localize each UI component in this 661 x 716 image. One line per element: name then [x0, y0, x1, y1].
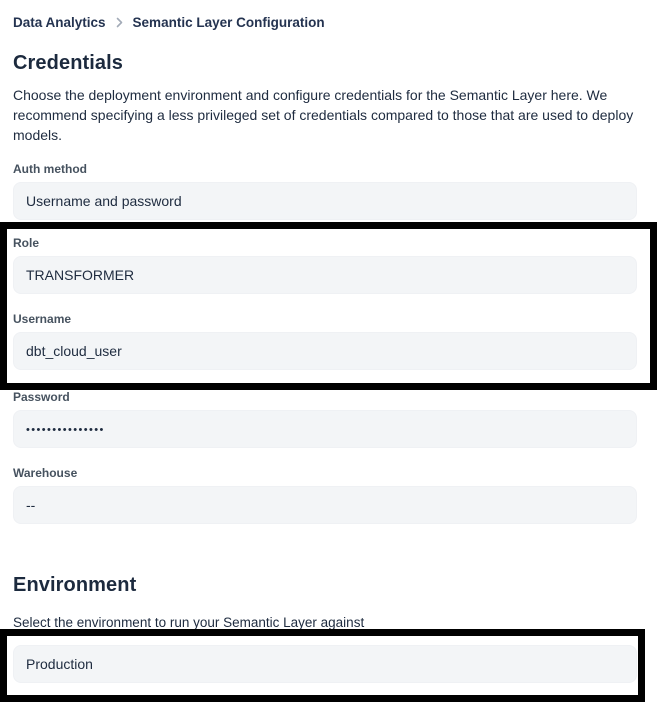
password-masked-value: •••••••••••••••	[26, 424, 105, 436]
credentials-description-line: Choose the deployment environment and configure credentials for the Semantic Layer here. We	[13, 87, 608, 103]
credentials-description	[13, 85, 637, 145]
username-input[interactable]	[13, 332, 637, 370]
role-field-group	[13, 236, 637, 294]
warehouse-label: Warehouse	[13, 466, 78, 480]
auth-method-value: Username and password	[26, 193, 182, 209]
role-input[interactable]	[13, 256, 637, 294]
breadcrumb-item-data-analytics[interactable]: Data Analytics	[13, 14, 106, 30]
password-input[interactable]	[13, 410, 637, 448]
username-field-group	[13, 312, 637, 370]
credentials-section-title: Credentials	[13, 52, 124, 74]
credentials-description-line: recommend specifying a less privileged set of credentials compared to those that are used to deploy	[13, 107, 634, 123]
auth-method-label: Auth method	[13, 162, 87, 176]
breadcrumb	[13, 13, 637, 31]
environment-select[interactable]	[13, 645, 637, 683]
environment-value: Production	[26, 656, 93, 672]
warehouse-value: --	[26, 497, 36, 513]
breadcrumb-chevron-icon	[115, 17, 124, 28]
breadcrumb-item-semantic-layer-configuration: Semantic Layer Configuration	[132, 14, 325, 30]
main-content	[0, 13, 637, 683]
warehouse-field-group	[13, 466, 637, 524]
warehouse-input[interactable]	[13, 486, 637, 524]
username-value: dbt_cloud_user	[26, 343, 122, 359]
auth-method-field-group	[13, 162, 637, 220]
credentials-description-line: models.	[13, 127, 63, 143]
password-label: Password	[13, 390, 70, 404]
role-label: Role	[13, 236, 40, 250]
username-label: Username	[13, 312, 72, 326]
environment-description: Select the environment to run your Semantic Layer against	[13, 615, 365, 630]
role-value: TRANSFORMER	[26, 267, 135, 283]
auth-method-select[interactable]	[13, 182, 637, 220]
password-field-group	[13, 390, 637, 448]
environment-section-title: Environment	[13, 574, 137, 596]
